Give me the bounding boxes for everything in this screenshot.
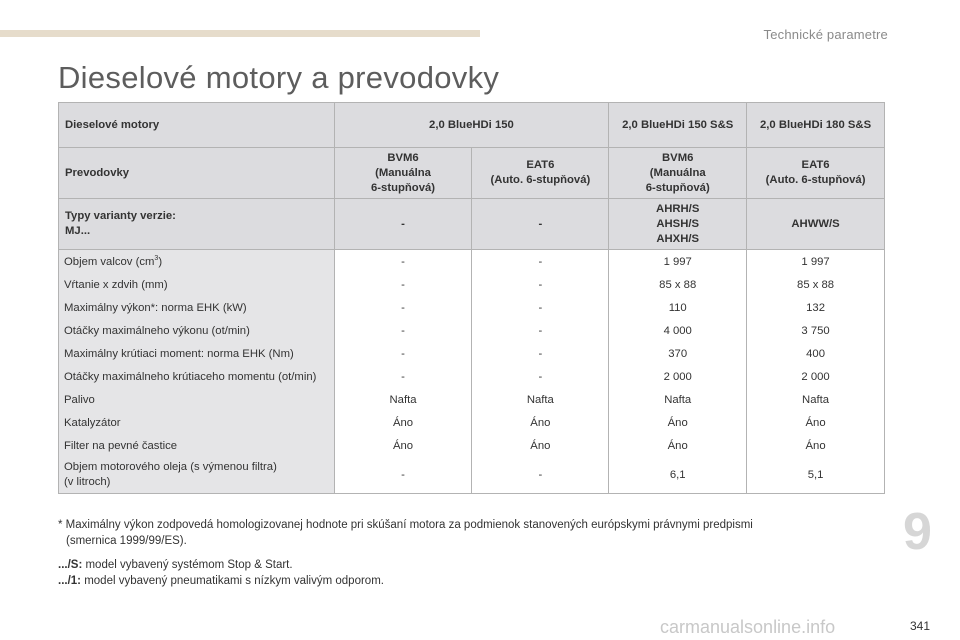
table-cell: 1 997: [609, 250, 747, 274]
table-cell: -: [472, 250, 609, 274]
row-label: [59, 342, 335, 365]
header-gearbox-cell: BVM6 (Manuálna 6-stupňová): [609, 148, 747, 199]
table-row: [59, 273, 885, 296]
table-cell: Áno: [334, 434, 472, 457]
legend-text: model vybavený systémom Stop & Start.: [82, 559, 293, 571]
legend-key: .../S:: [58, 559, 83, 571]
table-cell: 400: [747, 342, 885, 365]
table-cell: 3 750: [747, 319, 885, 342]
header-gearbox-cell: EAT6 (Auto. 6-stupňová): [747, 148, 885, 199]
table-cell: Áno: [334, 411, 472, 434]
table-cell: 1 997: [747, 250, 885, 274]
header-label-engines: Dieselové motory: [59, 103, 335, 148]
table-cell: Nafta: [472, 388, 609, 411]
row-label: [59, 273, 335, 296]
table-cell: -: [334, 342, 472, 365]
row-label-suffix: ): [158, 255, 163, 268]
table-header-variants: [59, 199, 885, 250]
legend-item: [58, 557, 384, 573]
section-label: Technické parametre: [763, 27, 888, 42]
row-label: [59, 319, 335, 342]
page-title: Dieselové motory a prevodovky: [58, 60, 500, 95]
header-gearbox-cell: EAT6 (Auto. 6-stupňová): [472, 148, 609, 199]
table-cell: Nafta: [334, 388, 472, 411]
table-row: [59, 411, 885, 434]
legend-text: model vybavený pneumatikami s nízkym valivým odporom.: [81, 575, 384, 587]
table-cell: -: [472, 365, 609, 388]
header-label-gearboxes: Prevodovky: [59, 148, 335, 199]
table-cell: 110: [609, 296, 747, 319]
row-label-text: Vŕtanie x zdvih (mm): [64, 278, 168, 291]
row-label-text: Otáčky maximálneho výkonu (ot/min): [64, 324, 250, 337]
row-label: [59, 365, 335, 388]
table-cell: -: [334, 250, 472, 274]
table-cell: 6,1: [609, 457, 747, 494]
table-cell: -: [472, 273, 609, 296]
row-label-text: Katalyzátor: [64, 416, 121, 429]
table-cell: 4 000: [609, 319, 747, 342]
header-variant-cell: -: [334, 199, 472, 250]
header-variant-cell: AHRH/S AHSH/S AHXH/S: [609, 199, 747, 250]
table-cell: -: [334, 457, 472, 494]
row-label: [59, 388, 335, 411]
table-cell: 2 000: [609, 365, 747, 388]
table-cell: Nafta: [609, 388, 747, 411]
table-cell: 85 x 88: [747, 273, 885, 296]
table-cell: Áno: [747, 411, 885, 434]
table-cell: Áno: [747, 434, 885, 457]
table-row: [59, 296, 885, 319]
header-variant-cell: -: [472, 199, 609, 250]
row-label-text: Objem motorového oleja (s výmenou filtra) (v litroch): [64, 461, 277, 488]
row-label: [59, 296, 335, 319]
table-cell: Áno: [609, 434, 747, 457]
footnote: [58, 517, 848, 549]
row-label-text: Maximálny výkon*: norma EHK (kW): [64, 301, 247, 314]
header-variant-cell: AHWW/S: [747, 199, 885, 250]
row-label: [59, 411, 335, 434]
table-cell: Áno: [472, 434, 609, 457]
header-engine-cell: 2,0 BlueHDi 180 S&S: [747, 103, 885, 148]
table-cell: 370: [609, 342, 747, 365]
table-cell: -: [334, 319, 472, 342]
table-row: [59, 434, 885, 457]
footnote-line: (smernica 1999/99/ES).: [66, 535, 187, 547]
table-row: [59, 457, 885, 494]
row-label-text: Otáčky maximálneho krútiaceho momentu (ot/min): [64, 370, 317, 383]
row-label-text: Objem valcov (cm: [64, 255, 155, 268]
table-row: [59, 342, 885, 365]
table-cell: Nafta: [747, 388, 885, 411]
row-label: [59, 457, 335, 494]
table-row: [59, 388, 885, 411]
table-cell: -: [472, 342, 609, 365]
table-cell: 85 x 88: [609, 273, 747, 296]
header-engine-cell: 2,0 BlueHDi 150: [334, 103, 609, 148]
legend: [58, 557, 384, 589]
row-label-text: Palivo: [64, 393, 95, 406]
row-label: [59, 434, 335, 457]
watermark: carmanualsonline.info: [660, 617, 836, 637]
table-cell: 2 000: [747, 365, 885, 388]
table-row: [59, 365, 885, 388]
table-cell: -: [334, 273, 472, 296]
footnote-line: * Maximálny výkon zodpovedá homologizovanej hodnote pri skúšaní motora za podmienok stanovených európskymi právnymi predpismi: [58, 519, 753, 531]
table-cell: 5,1: [747, 457, 885, 494]
header-accent-bar: [0, 30, 480, 37]
legend-item: [58, 573, 384, 589]
table-cell: -: [334, 296, 472, 319]
chapter-number: 9: [903, 503, 932, 561]
row-label: [59, 250, 335, 274]
table-cell: -: [472, 319, 609, 342]
table-header-engines: [59, 103, 885, 148]
header-engine-cell: 2,0 BlueHDi 150 S&S: [609, 103, 747, 148]
table-cell: 132: [747, 296, 885, 319]
header-gearbox-cell: BVM6 (Manuálna 6-stupňová): [334, 148, 472, 199]
table-cell: Áno: [609, 411, 747, 434]
table-row: [59, 250, 885, 274]
page-number: 341: [910, 619, 931, 633]
row-label-text: Filter na pevné častice: [64, 439, 178, 452]
table-cell: -: [472, 296, 609, 319]
row-label-superscript: 3: [154, 254, 159, 262]
table-row: [59, 319, 885, 342]
legend-key: .../1:: [58, 575, 82, 587]
table-cell: -: [334, 365, 472, 388]
header-label-variants: Typy varianty verzie: MJ...: [59, 199, 335, 250]
table-header-gearboxes: [59, 148, 885, 199]
engine-spec-table: [58, 102, 885, 494]
table-cell: -: [472, 457, 609, 494]
table-cell: Áno: [472, 411, 609, 434]
row-label-text: Maximálny krútiaci moment: norma EHK (Nm): [64, 347, 294, 360]
table-body: [59, 250, 885, 494]
